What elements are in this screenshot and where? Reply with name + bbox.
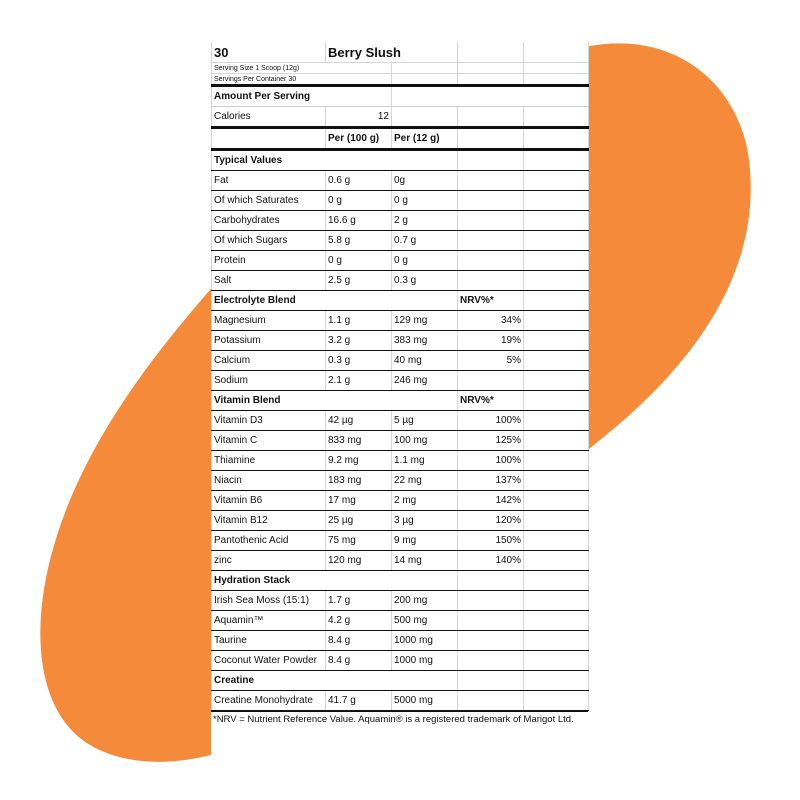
per-serving-value: 5000 mg [392,691,458,711]
nrv-value [458,231,524,251]
nutrient-name: Thiamine [212,451,326,471]
nrv-header [458,150,524,171]
nutrient-name: Sodium [212,371,326,391]
flavour-name: Berry Slush [326,42,458,63]
nutrition-sheet [211,42,588,758]
nutrient-row [212,271,589,291]
nrv-value [458,191,524,211]
per-serving-value: 2 mg [392,491,458,511]
empty-cell [524,411,589,431]
section-header-electrolyte [212,291,589,311]
nutrient-name: Pantothenic Acid [212,531,326,551]
empty-cell [524,171,589,191]
empty-cell [524,651,589,671]
empty-cell [524,691,589,711]
nutrient-name: Potassium [212,331,326,351]
per-100g-value: 0 g [326,191,392,211]
nutrient-row [212,171,589,191]
nutrient-row [212,551,589,571]
nrv-value [458,211,524,231]
column-per-serving: Per (12 g) [392,128,458,150]
per-100g-value: 8.4 g [326,651,392,671]
per-serving-value: 500 mg [392,611,458,631]
empty-cell [524,331,589,351]
per-serving-value: 1000 mg [392,631,458,651]
per-serving-value: 100 mg [392,431,458,451]
per-serving-value: 0 g [392,251,458,271]
nutrient-row [212,251,589,271]
nutrient-row [212,411,589,431]
nutrient-name: Coconut Water Powder [212,651,326,671]
empty-cell [524,511,589,531]
nutrient-name: Of which Sugars [212,231,326,251]
nrv-value: 150% [458,531,524,551]
nrv-value: 5% [458,351,524,371]
per-serving-value: 0.7 g [392,231,458,251]
nrv-value [458,691,524,711]
nrv-value: 34% [458,311,524,331]
per-100g-value: 2.5 g [326,271,392,291]
nutrient-name: Irish Sea Moss (15:1) [212,591,326,611]
column-per-100g: Per (100 g) [326,128,392,150]
empty-cell [524,231,589,251]
nutrient-name: Salt [212,271,326,291]
nrv-value: 140% [458,551,524,571]
per-serving-value: 2 g [392,211,458,231]
nutrient-row [212,611,589,631]
empty-cell [524,491,589,511]
per-100g-value: 17 mg [326,491,392,511]
per-100g-value: 183 mg [326,471,392,491]
nutrient-row [212,211,589,231]
per-serving-value: 1000 mg [392,651,458,671]
nutrient-row [212,651,589,671]
per-100g-value: 16.6 g [326,211,392,231]
nrv-value: 19% [458,331,524,351]
per-100g-value: 833 mg [326,431,392,451]
empty-cell [524,471,589,491]
nutrient-row [212,351,589,371]
section-title: Electrolyte Blend [212,291,458,311]
section-title: Creatine [212,671,458,691]
nutrient-row [212,331,589,351]
nutrient-name: Taurine [212,631,326,651]
empty-cell [524,211,589,231]
empty-cell [524,551,589,571]
empty-cell [524,371,589,391]
section-header-creatine [212,671,589,691]
product-number: 30 [212,42,326,63]
per-serving-value: 246 mg [392,371,458,391]
nutrient-row [212,471,589,491]
empty-cell [524,191,589,211]
nutrient-row [212,311,589,331]
per-100g-value: 0.3 g [326,351,392,371]
empty-cell [524,611,589,631]
nrv-header: NRV%* [458,291,524,311]
nutrient-name: Calcium [212,351,326,371]
section-header-hydration [212,571,589,591]
nutrient-row [212,191,589,211]
section-title: Hydration Stack [212,571,458,591]
nrv-value: 137% [458,471,524,491]
nutrient-name: Vitamin B6 [212,491,326,511]
empty-cell [524,451,589,471]
nrv-header [458,671,524,691]
nutrition-table [211,42,589,711]
per-serving-value: 0.3 g [392,271,458,291]
nutrient-row [212,531,589,551]
nrv-value: 120% [458,511,524,531]
nutrient-name: Carbohydrates [212,211,326,231]
per-serving-value: 1.1 mg [392,451,458,471]
empty-cell [524,431,589,451]
per-serving-value: 0g [392,171,458,191]
nrv-value: 142% [458,491,524,511]
per-100g-value: 1.1 g [326,311,392,331]
per-serving-value: 40 mg [392,351,458,371]
nrv-value [458,371,524,391]
nutrient-name: Vitamin B12 [212,511,326,531]
nutrient-name: Vitamin C [212,431,326,451]
nrv-header: NRV%* [458,391,524,411]
section-title: Vitamin Blend [212,391,458,411]
per-serving-value: 22 mg [392,471,458,491]
empty-cell [524,531,589,551]
nrv-value [458,171,524,191]
calories-label: Calories [212,107,326,128]
empty-cell [524,271,589,291]
per-100g-value: 9.2 mg [326,451,392,471]
empty-cell [524,631,589,651]
nutrient-name: Magnesium [212,311,326,331]
empty-cell [524,251,589,271]
per-serving-value: 3 µg [392,511,458,531]
nrv-value: 125% [458,431,524,451]
nutrient-row [212,591,589,611]
nutrient-row [212,491,589,511]
per-serving-value: 200 mg [392,591,458,611]
nrv-value: 100% [458,451,524,471]
nrv-value [458,611,524,631]
per-100g-value: 5.8 g [326,231,392,251]
empty-cell [524,351,589,371]
nutrient-name: Of which Saturates [212,191,326,211]
nrv-value [458,271,524,291]
nutrient-name: Fat [212,171,326,191]
empty-cell [524,311,589,331]
header-row [212,42,589,63]
nrv-header [458,571,524,591]
empty-cell [524,591,589,611]
section-header-typical [212,150,589,171]
nutrient-row [212,511,589,531]
nutrient-name: Aquamin™ [212,611,326,631]
nrv-value: 100% [458,411,524,431]
amount-per-serving: Amount Per Serving [212,86,392,107]
nrv-value [458,591,524,611]
amount-per-serving-row [212,86,589,107]
nutrient-name: Protein [212,251,326,271]
per-100g-value: 0.6 g [326,171,392,191]
per-serving-value: 383 mg [392,331,458,351]
serving-size: Serving Size 1 Scoop (12g) [212,63,392,74]
serving-size-row [212,63,589,74]
nutrient-row [212,431,589,451]
servings-per-container: Servings Per Container 30 [212,74,392,86]
nrv-value [458,251,524,271]
per-serving-value: 14 mg [392,551,458,571]
nutrient-row [212,631,589,651]
nrv-value [458,631,524,651]
footnote: *NRV = Nutrient Reference Value. Aquamin® is a registered trademark of Marigot Ltd. [211,711,588,725]
per-100g-value: 41.7 g [326,691,392,711]
calories-value: 12 [326,107,392,128]
per-100g-value: 120 mg [326,551,392,571]
nutrient-name: Vitamin D3 [212,411,326,431]
calories-row [212,107,589,128]
nutrient-name: Niacin [212,471,326,491]
nutrient-row [212,371,589,391]
per-100g-value: 8.4 g [326,631,392,651]
nutrient-name: zinc [212,551,326,571]
column-header-row [212,128,589,150]
per-100g-value: 3.2 g [326,331,392,351]
per-serving-value: 5 µg [392,411,458,431]
section-title: Typical Values [212,150,458,171]
per-serving-value: 0 g [392,191,458,211]
per-100g-value: 0 g [326,251,392,271]
nutrient-row [212,691,589,711]
nutrient-row [212,231,589,251]
section-header-vitamin [212,391,589,411]
per-100g-value: 75 mg [326,531,392,551]
per-100g-value: 42 µg [326,411,392,431]
nrv-value [458,651,524,671]
per-100g-value: 2.1 g [326,371,392,391]
servings-per-container-row [212,74,589,86]
nutrient-row [212,451,589,471]
per-100g-value: 4.2 g [326,611,392,631]
per-serving-value: 9 mg [392,531,458,551]
per-serving-value: 129 mg [392,311,458,331]
per-100g-value: 25 µg [326,511,392,531]
per-100g-value: 1.7 g [326,591,392,611]
nutrient-name: Creatine Monohydrate [212,691,326,711]
